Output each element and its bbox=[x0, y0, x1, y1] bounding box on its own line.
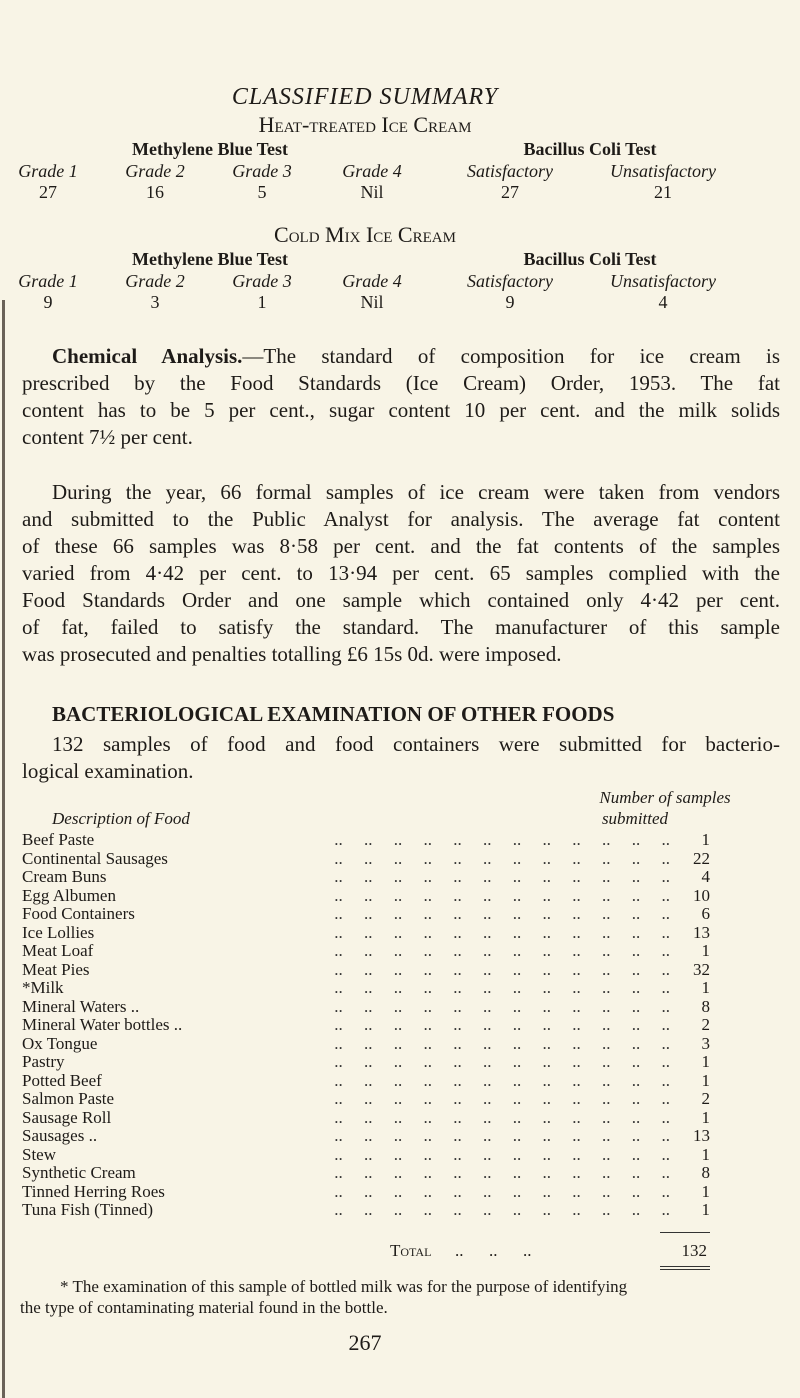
total-rule bbox=[660, 1232, 710, 1233]
section-heading: Heat-treated Ice Cream bbox=[258, 112, 472, 137]
food-description: Tuna Fish (Tinned) bbox=[22, 1201, 154, 1219]
leader-dots: .. .. .. .. .. .. .. .. .. .. .. .. bbox=[313, 1034, 670, 1053]
para-line: 132 samples of food and food containers were submitted for bacterio- bbox=[52, 732, 780, 756]
leader-dots: .. .. .. .. .. .. .. .. .. .. .. .. bbox=[313, 1127, 670, 1145]
para-line: of these 66 samples was 8·58 per cent. and the fat contents of the samples bbox=[22, 534, 780, 558]
grade-column-label: Grade 1 bbox=[18, 161, 78, 181]
table-row bbox=[22, 979, 710, 998]
table-row bbox=[22, 1016, 710, 1035]
sample-count: 13 bbox=[693, 923, 710, 942]
sample-count: 10 bbox=[693, 886, 710, 905]
grade-header-row bbox=[0, 271, 800, 292]
food-description: Salmon Paste bbox=[22, 1090, 115, 1108]
table-row bbox=[22, 942, 710, 961]
leader-dots: .. .. .. .. .. .. .. .. .. .. .. .. bbox=[313, 905, 670, 923]
leader-dots: .. .. .. .. .. .. .. .. .. .. .. .. bbox=[313, 979, 670, 997]
grade-value: 16 bbox=[146, 182, 164, 202]
total-label: Total bbox=[390, 1241, 432, 1260]
para-line: content has to be 5 per cent., sugar content 10 per cent. and the milk solids bbox=[22, 398, 780, 422]
table-row bbox=[22, 905, 710, 924]
leader-dots: .. .. .. .. .. .. .. .. .. .. .. .. bbox=[313, 868, 670, 886]
leader-dots: .. .. .. .. .. .. .. .. .. .. .. .. bbox=[313, 923, 670, 942]
grade-column-label: Satisfactory bbox=[467, 271, 553, 291]
food-description: Ox Tongue bbox=[22, 1034, 98, 1053]
grade-value: 1 bbox=[257, 292, 267, 312]
table-row bbox=[22, 1090, 710, 1109]
grade-value: 27 bbox=[501, 182, 519, 202]
food-description: Stew bbox=[22, 1145, 56, 1164]
chemical-analysis-lead: Chemical Analysis. bbox=[52, 344, 243, 368]
leader-dots: .. .. .. .. .. .. .. .. .. .. .. .. bbox=[313, 886, 670, 905]
sample-count: 1 bbox=[701, 1071, 710, 1090]
food-description: Egg Albumen bbox=[22, 886, 116, 905]
grade-column-label: Grade 3 bbox=[232, 161, 292, 181]
sample-count: 6 bbox=[701, 905, 710, 923]
classified-summary-title: CLASSIFIED SUMMARY bbox=[231, 84, 499, 110]
grade-column-label: Unsatisfactory bbox=[610, 161, 716, 181]
sample-count: 1 bbox=[701, 1201, 710, 1219]
para-line: content 7½ per cent. bbox=[22, 425, 193, 449]
food-description: Synthetic Cream bbox=[22, 1164, 136, 1182]
sample-count: 1 bbox=[701, 1145, 710, 1164]
food-description: Beef Paste bbox=[22, 831, 95, 849]
bacteriological-intro bbox=[22, 731, 780, 785]
para-line: and submitted to the Public Analyst for analysis. The average fat content bbox=[22, 507, 780, 531]
sample-count: 8 bbox=[701, 997, 710, 1016]
grade-value: 9 bbox=[505, 292, 515, 312]
leader-dots: .. .. .. .. .. .. .. .. .. .. .. .. bbox=[313, 849, 670, 868]
sample-count: 1 bbox=[701, 1053, 710, 1071]
leader-dots: .. .. .. .. .. .. .. .. .. .. .. .. bbox=[313, 831, 670, 849]
food-description: Meat Pies bbox=[22, 960, 90, 979]
methylene-blue-header: Methylene Blue Test bbox=[132, 139, 288, 159]
section-heading: Cold Mix Ice Cream bbox=[274, 222, 456, 247]
sample-count: 8 bbox=[701, 1164, 710, 1182]
sample-count: 4 bbox=[701, 868, 710, 886]
table-row bbox=[22, 831, 710, 850]
grade-column-label: Grade 4 bbox=[342, 271, 402, 291]
leader-dots: .. .. .. .. .. .. .. .. .. .. .. .. bbox=[313, 1182, 670, 1201]
ice-cream-samples-paragraph bbox=[22, 479, 780, 668]
methylene-blue-header: Methylene Blue Test bbox=[132, 249, 288, 269]
footnote bbox=[20, 1276, 780, 1318]
grade-value: 3 bbox=[150, 292, 160, 312]
grade-column-label: Grade 2 bbox=[125, 161, 185, 181]
food-description: Sausage Roll bbox=[22, 1108, 112, 1127]
column-header-description: Description of Food bbox=[52, 809, 190, 828]
table-row bbox=[22, 887, 710, 906]
food-description: Pastry bbox=[22, 1053, 65, 1071]
para-line: prescribed by the Food Standards (Ice Cream) Order, 1953. The fat bbox=[22, 371, 780, 395]
para-line: Food Standards Order and one sample which contained only 4·42 per cent. bbox=[22, 588, 780, 612]
sample-count: 1 bbox=[701, 1182, 710, 1201]
food-description: Mineral Waters .. bbox=[22, 997, 140, 1016]
sample-count: 22 bbox=[693, 849, 710, 868]
table-row bbox=[22, 924, 710, 943]
grade-value: 9 bbox=[43, 292, 53, 312]
sample-count: 1 bbox=[701, 1108, 710, 1127]
grade-column-label: Grade 2 bbox=[125, 271, 185, 291]
grade-column-label: Grade 1 bbox=[18, 271, 78, 291]
food-description: Meat Loaf bbox=[22, 942, 94, 960]
column-header-submitted: submitted bbox=[601, 809, 669, 828]
table-row bbox=[22, 1035, 710, 1054]
para-line: —The standard of composition for ice cream is bbox=[242, 344, 780, 368]
para-line: varied from 4·42 per cent. to 13·94 per cent. 65 samples complied with the bbox=[22, 561, 780, 585]
table-row bbox=[22, 1164, 710, 1183]
grade-header-row bbox=[0, 161, 800, 182]
sample-count: 1 bbox=[701, 831, 710, 849]
table-row bbox=[22, 1146, 710, 1165]
footnote-line: * The examination of this sample of bottled milk was for the purpose of identifying bbox=[60, 1277, 628, 1296]
total-dots: .. .. .. bbox=[455, 1241, 532, 1260]
food-description: Food Containers bbox=[22, 905, 135, 923]
grade-value: 21 bbox=[654, 182, 672, 202]
para-line: logical examination. bbox=[22, 759, 194, 783]
chemical-analysis-paragraph bbox=[22, 343, 780, 451]
sample-count: 3 bbox=[701, 1034, 710, 1053]
table-row bbox=[22, 1109, 710, 1128]
leader-dots: .. .. .. .. .. .. .. .. .. .. .. .. bbox=[313, 1164, 670, 1182]
grade-value: 5 bbox=[257, 182, 267, 202]
page-number: 267 bbox=[348, 1330, 382, 1355]
sample-count: 32 bbox=[693, 960, 710, 979]
samples-table bbox=[22, 831, 710, 1220]
grade-value: Nil bbox=[360, 182, 384, 202]
table-row bbox=[22, 1127, 710, 1146]
sample-count: 1 bbox=[701, 942, 710, 960]
food-description: Potted Beef bbox=[22, 1071, 102, 1090]
total-double-rule bbox=[660, 1266, 710, 1270]
table-row bbox=[22, 961, 710, 980]
leader-dots: .. .. .. .. .. .. .. .. .. .. .. .. bbox=[313, 1145, 670, 1164]
grade-value-row bbox=[0, 182, 800, 203]
food-description: Tinned Herring Roes bbox=[22, 1182, 165, 1201]
food-description: Cream Buns bbox=[22, 868, 107, 886]
grade-value: Nil bbox=[360, 292, 384, 312]
para-line: During the year, 66 formal samples of ice cream were taken from vendors bbox=[52, 480, 780, 504]
table-row bbox=[22, 1183, 710, 1202]
grade-value-row bbox=[0, 292, 800, 313]
page-binding-edge bbox=[2, 300, 5, 1398]
sample-count: 2 bbox=[701, 1016, 710, 1034]
grade-value: 4 bbox=[658, 292, 668, 312]
grade-column-label: Grade 4 bbox=[342, 161, 402, 181]
column-header-number: Number of samples bbox=[599, 788, 731, 807]
food-description: Continental Sausages bbox=[22, 849, 168, 868]
bacillus-coli-header: Bacillus Coli Test bbox=[523, 249, 657, 269]
leader-dots: .. .. .. .. .. .. .. .. .. .. .. .. bbox=[313, 997, 670, 1016]
table-row bbox=[22, 1201, 710, 1220]
leader-dots: .. .. .. .. .. .. .. .. .. .. .. .. bbox=[313, 1071, 670, 1090]
bacillus-coli-header: Bacillus Coli Test bbox=[523, 139, 657, 159]
food-description: Mineral Water bottles .. bbox=[22, 1016, 183, 1034]
sample-count: 13 bbox=[693, 1127, 710, 1145]
grade-column-label: Grade 3 bbox=[232, 271, 292, 291]
table-row bbox=[22, 868, 710, 887]
table-row bbox=[22, 1053, 710, 1072]
leader-dots: .. .. .. .. .. .. .. .. .. .. .. .. bbox=[313, 1201, 670, 1219]
table-row bbox=[22, 1072, 710, 1091]
leader-dots: .. .. .. .. .. .. .. .. .. .. .. .. bbox=[313, 1053, 670, 1071]
leader-dots: .. .. .. .. .. .. .. .. .. .. .. .. bbox=[313, 942, 670, 960]
total-value: 132 bbox=[681, 1241, 707, 1260]
food-description: Ice Lollies bbox=[22, 923, 95, 942]
leader-dots: .. .. .. .. .. .. .. .. .. .. .. .. bbox=[313, 1016, 670, 1034]
footnote-line: the type of contaminating material found in the bottle. bbox=[20, 1298, 388, 1317]
food-description: Sausages .. bbox=[22, 1127, 98, 1145]
para-line: of fat, failed to satisfy the standard. The manufacturer of this sample bbox=[22, 615, 780, 639]
leader-dots: .. .. .. .. .. .. .. .. .. .. .. .. bbox=[313, 1108, 670, 1127]
grade-column-label: Unsatisfactory bbox=[610, 271, 716, 291]
sample-count: 2 bbox=[701, 1090, 710, 1108]
para-line: was prosecuted and penalties totalling £6 15s 0d. were imposed. bbox=[22, 642, 562, 666]
leader-dots: .. .. .. .. .. .. .. .. .. .. .. .. bbox=[313, 960, 670, 979]
grade-value: 27 bbox=[39, 182, 57, 202]
table-row bbox=[22, 998, 710, 1017]
food-description: *Milk bbox=[22, 979, 64, 997]
bacteriological-heading: BACTERIOLOGICAL EXAMINATION OF OTHER FOODS bbox=[52, 702, 615, 726]
sample-count: 1 bbox=[701, 979, 710, 997]
grade-column-label: Satisfactory bbox=[467, 161, 553, 181]
leader-dots: .. .. .. .. .. .. .. .. .. .. .. .. bbox=[313, 1090, 670, 1108]
table-row bbox=[22, 850, 710, 869]
